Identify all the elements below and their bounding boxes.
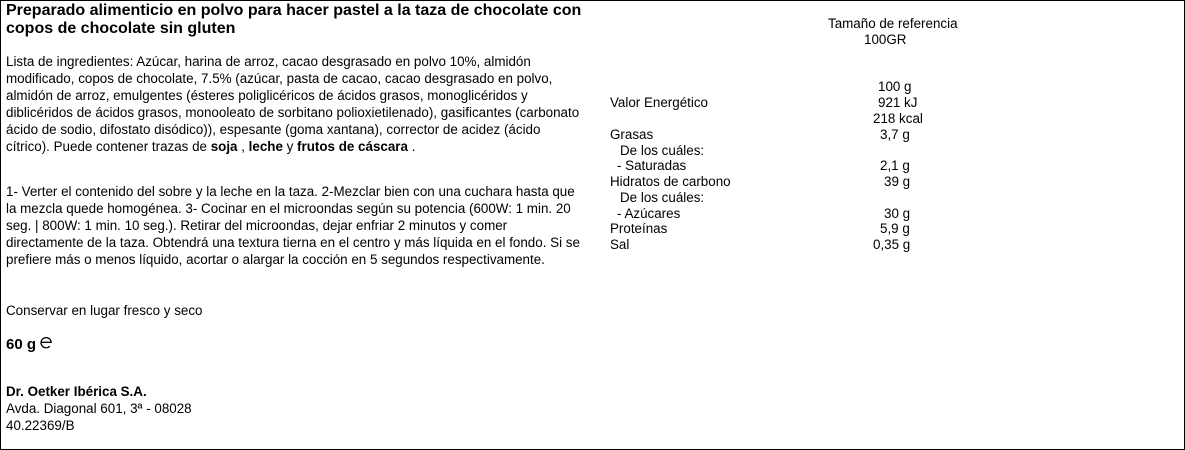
left-column	[6, 2, 586, 434]
storage-instructions: Conservar en lugar fresco y seco	[6, 303, 203, 318]
product-title: Preparado alimenticio en polvo para hacer pastel a la taza de chocolate con copos de chocolate sin gluten	[6, 2, 582, 37]
ingredients-list	[6, 53, 586, 155]
reference-size-value: 100GR	[864, 32, 907, 47]
allergen-soja: soja	[210, 139, 238, 154]
energy-label: Valor Energético	[610, 95, 709, 110]
company-info	[6, 383, 586, 434]
allergen-frutos-de-cascara: frutos de cáscara	[297, 139, 408, 154]
salt-label: Sal	[610, 237, 630, 252]
allergen-separator: y	[282, 139, 298, 154]
allergen-leche: leche	[248, 139, 283, 154]
energy-kcal-value: 218 kcal	[873, 111, 923, 126]
carbohydrates-label: Hidratos de carbono	[610, 174, 731, 189]
company-name: Dr. Oetker Ibérica S.A.	[6, 384, 147, 399]
fat-label: Grasas	[610, 127, 654, 142]
preparation-instructions: 1- Verter el contenido del sobre y la leche en la taza. 2-Mezclar bien con una cuchara hasta que la mezcla quede homogénea. 3- Cocinar en el microondas según su potencia (600W: 1 min. 20 seg. | 800W: 1 min. 10 seg.). Retirar del microondas, dejar enfriar 2 minutos y comer directamente de la taza. Obtendrá una textura tierna en el centro y más líquida en el fondo. Si se prefiere más o menos líquido, acortar o alargar la cocción en 5 segundos respectivamente.	[6, 184, 580, 267]
saturates-label: - Saturadas	[617, 158, 687, 173]
sugars-label: - Azúcares	[617, 206, 681, 221]
protein-value: 5,9 g	[880, 221, 910, 236]
estimated-sign-icon	[39, 335, 53, 353]
sugars-value: 30 g	[884, 206, 911, 221]
ingredients-end: .	[407, 139, 416, 154]
protein-label: Proteínas	[610, 221, 668, 236]
fat-of-which-label: De los cuáles:	[620, 143, 705, 158]
reference-size-label: Tamaño de referencia	[828, 16, 958, 31]
salt-value: 0,35 g	[873, 237, 911, 252]
carbohydrates-value: 39 g	[884, 174, 911, 189]
company-code: 40.22369/B	[6, 418, 75, 433]
energy-kj-value: 921 kJ	[878, 95, 918, 110]
allergen-separator: ,	[237, 139, 249, 154]
net-weight	[6, 335, 586, 353]
fat-value: 3,7 g	[880, 127, 910, 142]
net-weight-value: 60 g	[6, 335, 37, 353]
per-100g-header: 100 g	[878, 79, 912, 94]
ingredients-text: Lista de ingredientes: Azúcar, harina de arroz, cacao desgrasado en polvo 10%, almidón modificado, copos de chocolate, 7.5% (azúcar, pasta de cacao, cacao desgrasado en polvo, almidón de arroz, emulgentes (ésteres poliglicéricos de ácidos grasos, monoglicéridos y diblicéridos de ácidos grasos, monooleato de sorbitano polioxietilenado), gasificantes (carbonato ácido de sodio, difostato disódico)), espesante (goma xantana), corrector de acidez (ácido cítrico). Puede contener trazas de	[6, 54, 580, 154]
saturates-value: 2,1 g	[880, 158, 910, 173]
carbs-of-which-label: De los cuáles:	[620, 190, 705, 205]
company-address: Avda. Diagonal 601, 3ª - 08028	[6, 401, 192, 416]
